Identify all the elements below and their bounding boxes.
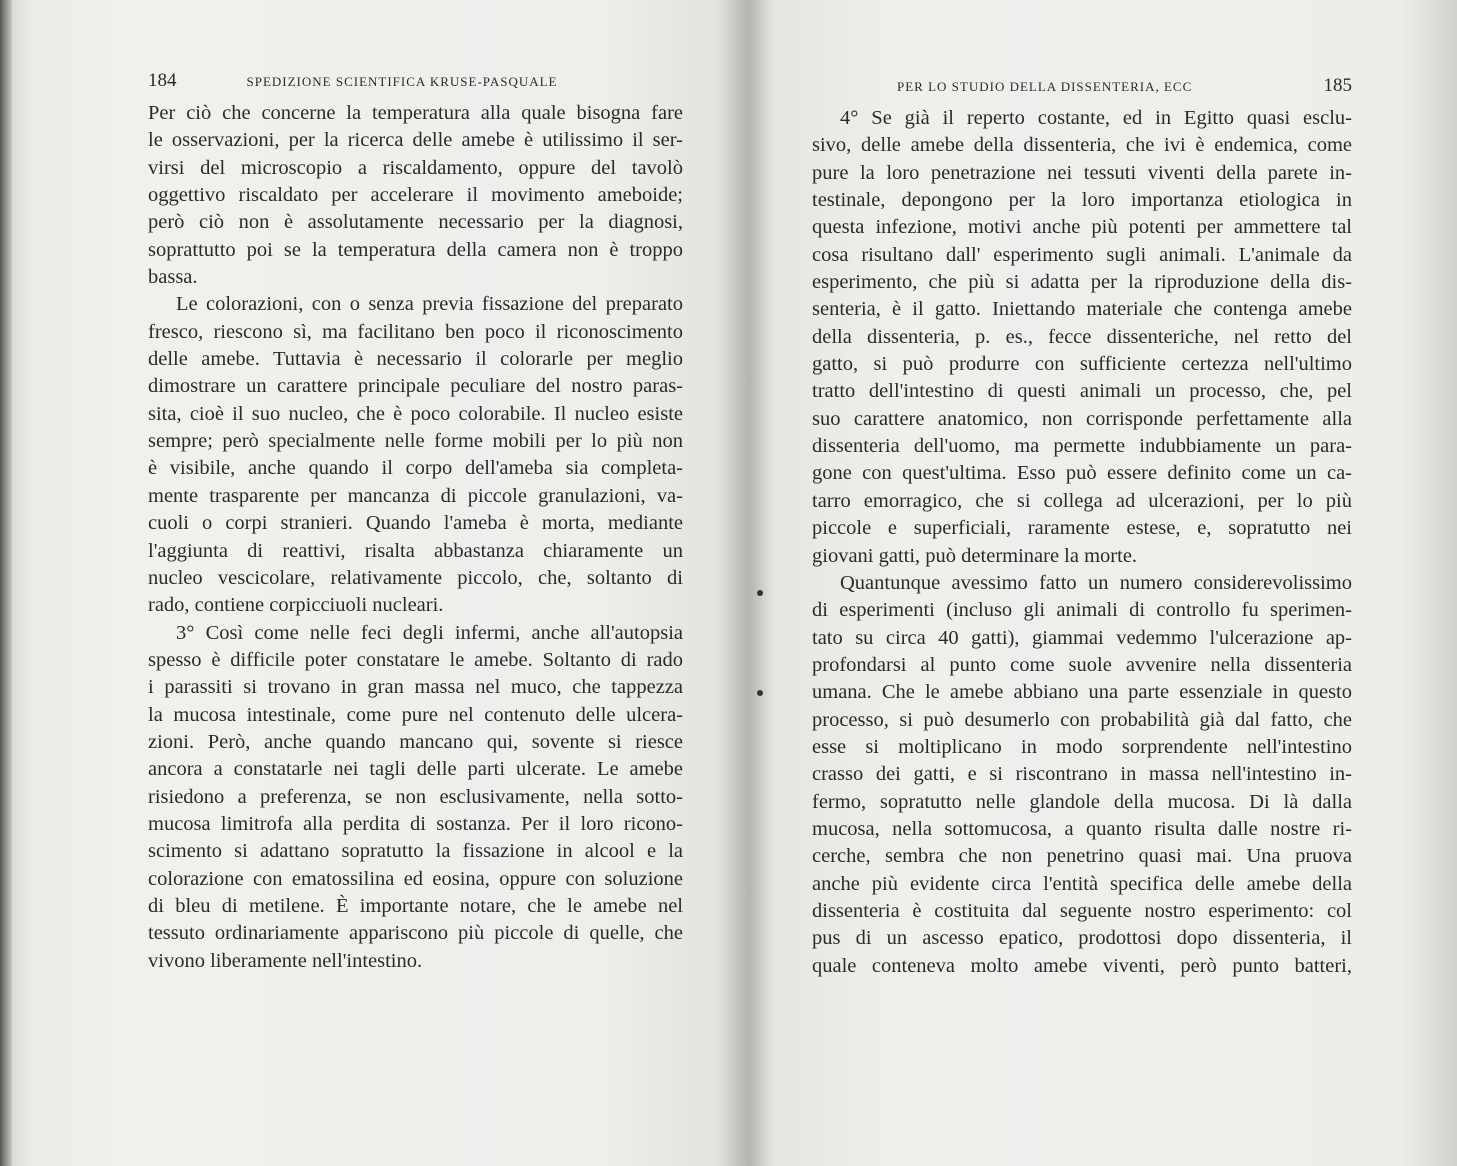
binding-edge xyxy=(0,0,12,1166)
text-line: fermo, sopratutto nelle glandole della mucosa. Di là dalla xyxy=(812,790,1352,813)
text-line: giovani gatti, può determinare la morte. xyxy=(812,544,1138,567)
text-line: delle amebe. Tuttavia è necessario il colorarle per meglio xyxy=(148,348,683,371)
text-line: sempre; però specialmente nelle forme mobili per lo più non xyxy=(148,430,683,453)
text-line: crasso dei gatti, e si riscontrano in massa nell'intestino in- xyxy=(812,763,1352,786)
text-line: anche più evidente circa l'entità specifica delle amebe della xyxy=(812,872,1352,895)
text-line: bassa. xyxy=(148,266,198,289)
gutter-shadow xyxy=(715,0,775,1166)
text-line: oggettivo riscaldato per accelerare il movimento ameboide; xyxy=(148,184,683,207)
text-line: ancora a constatarle nei tagli delle parti ulcerate. Le amebe xyxy=(148,758,683,781)
text-line: i parassiti si trovano in gran massa nel muco, che tappezza xyxy=(148,676,683,699)
text-line: rado, contiene corpicciuoli nucleari. xyxy=(148,594,444,617)
text-line: fresco, riescono sì, ma facilitano ben poco il riconoscimento xyxy=(148,320,683,343)
stamp-dot xyxy=(757,690,763,696)
right-page-body xyxy=(812,105,1352,980)
text-line: esperimento, che più si adatta per la riproduzione della dis- xyxy=(812,271,1352,294)
text-line: cerche, sembra che non penetrino quasi mai. Una pruova xyxy=(812,845,1352,868)
running-head: SPEDIZIONE SCIENTIFICA KRUSE-PASQUALE xyxy=(246,74,558,89)
page-number: 184 xyxy=(148,70,177,91)
text-line: mente trasparente per mancanza di piccole granulazioni, va- xyxy=(148,484,683,507)
text-line: sita, cioè il suo nucleo, che è poco colorabile. Il nucleo esiste xyxy=(148,402,683,425)
text-line: profondarsi al punto come suole avvenire nella dissenteria xyxy=(812,653,1352,676)
text-line: dimostrare un carattere principale peculiare del nostro paras- xyxy=(148,375,683,398)
text-line: gatto, si può produrre con sufficiente certezza nell'ultimo xyxy=(812,353,1352,376)
text-line: è visibile, anche quando il corpo dell'ameba sia completa- xyxy=(148,457,683,480)
text-line: virsi del microscopio a riscaldamento, oppure del tavolò xyxy=(148,156,683,179)
text-line: della dissenteria, p. es., fecce dissenteriche, nel retto del xyxy=(812,325,1352,348)
text-line: cosa risultano dall' esperimento sugli animali. L'animale da xyxy=(812,243,1352,266)
stamp-dot xyxy=(757,590,763,596)
text-line: quale conteneva molto amebe viventi, però punto batteri, xyxy=(812,954,1352,977)
text-line: umana. Che le amebe abbiano una parte essenziale in questo xyxy=(812,681,1352,704)
text-line: mucosa, nella sottomucosa, a quanto risulta dalle nostre ri- xyxy=(812,817,1352,840)
text-line: dissenteria dell'uomo, ma permette indubbiamente un para- xyxy=(812,435,1352,458)
text-line: testinale, depongono per la loro importanza etiologica in xyxy=(812,189,1352,212)
left-page xyxy=(148,70,683,975)
text-line: Le colorazioni, con o senza previa fissazione del preparato xyxy=(176,293,683,316)
page-number: 185 xyxy=(1323,75,1352,96)
text-line: zioni. Però, anche quando mancano qui, sovente si riesce xyxy=(148,730,683,753)
text-line: le osservazioni, per la ricerca delle amebe è utilissimo il ser- xyxy=(148,129,683,152)
text-line: mucosa limitrofa alla perdita di sostanza. Per il loro ricono- xyxy=(148,812,683,835)
left-page-header xyxy=(148,70,683,92)
text-line: tratto dell'intestino di questi animali un processo, che, pel xyxy=(812,380,1352,403)
text-line: sivo, delle amebe della dissenteria, che ivi è endemica, come xyxy=(812,134,1352,157)
text-line: Per ciò che concerne la temperatura alla quale bisogna fare xyxy=(148,102,683,124)
text-line: nucleo vescicolare, relativamente piccolo, che, soltanto di xyxy=(148,566,683,589)
text-line: 4° Se già il reperto costante, ed in Egitto quasi esclu- xyxy=(840,107,1352,129)
text-line: processo, si può desumerlo con probabilità già dal fatto, che xyxy=(812,708,1352,731)
text-line: suo carattere anatomico, non corrisponde perfettamente alla xyxy=(812,407,1352,430)
text-line: tato su circa 40 gatti), giammai vedemmo l'ulcerazione ap- xyxy=(812,626,1352,649)
running-head: PER LO STUDIO DELLA DISSENTERIA, ECC xyxy=(897,79,1193,94)
text-line: vivono liberamente nell'intestino. xyxy=(148,949,423,972)
text-line: 3° Così come nelle feci degli infermi, anche all'autopsia xyxy=(176,621,683,644)
text-line: esse si moltiplicano in modo sorprendente nell'intestino xyxy=(812,735,1352,758)
text-line: soprattutto poi se la temperatura della camera non è troppo xyxy=(148,238,683,261)
text-line: l'aggiunta di reattivi, risalta abbastanza chiaramente un xyxy=(148,539,683,562)
text-line: dissenteria è costituita dal seguente nostro esperimento: col xyxy=(812,899,1352,922)
right-page xyxy=(812,75,1352,980)
text-line: tessuto ordinariamente appariscono più piccole di quelle, che xyxy=(148,922,683,945)
text-line: però ciò non è assolutamente necessario per la diagnosi, xyxy=(148,211,683,234)
text-line: di bleu di metilene. È importante notare, che le amebe nel xyxy=(148,894,683,917)
text-line: pus di un ascesso epatico, prodottosi dopo dissenteria, il xyxy=(812,927,1352,950)
text-line: pure la loro penetrazione nei tessuti viventi della parete in- xyxy=(812,161,1352,184)
text-line: di esperimenti (incluso gli animali di controllo fu sperimen- xyxy=(812,599,1352,622)
text-line: senteria, è il gatto. Iniettando materiale che contenga amebe xyxy=(812,298,1352,321)
text-line: scimento si adattano sopratutto la fissazione in alcool e la xyxy=(148,840,683,863)
text-line: cuoli o corpi stranieri. Quando l'ameba è morta, mediante xyxy=(148,512,683,535)
text-line: Quantunque avessimo fatto un numero considerevolissimo xyxy=(840,571,1352,594)
text-line: la mucosa intestinale, come pure nel contenuto delle ulcera- xyxy=(148,703,683,726)
text-line: spesso è difficile poter constatare le amebe. Soltanto di rado xyxy=(148,648,683,671)
text-line: colorazione con ematossilina ed eosina, oppure con soluzione xyxy=(148,867,683,890)
text-line: tarro emorragico, che si collega ad ulcerazioni, per lo più xyxy=(812,489,1352,512)
text-line: gone con quest'ultima. Esso può essere definito come un ca- xyxy=(812,462,1352,485)
text-line: questa infezione, motivi anche più potenti per ammettere tal xyxy=(812,216,1352,239)
text-line: risiedono a preferenza, se non esclusivamente, nella sotto- xyxy=(148,785,683,808)
left-page-body xyxy=(148,100,683,975)
right-page-header xyxy=(812,75,1352,97)
text-line: piccole e superficiali, raramente estese, e, sopratutto nei xyxy=(812,517,1352,540)
